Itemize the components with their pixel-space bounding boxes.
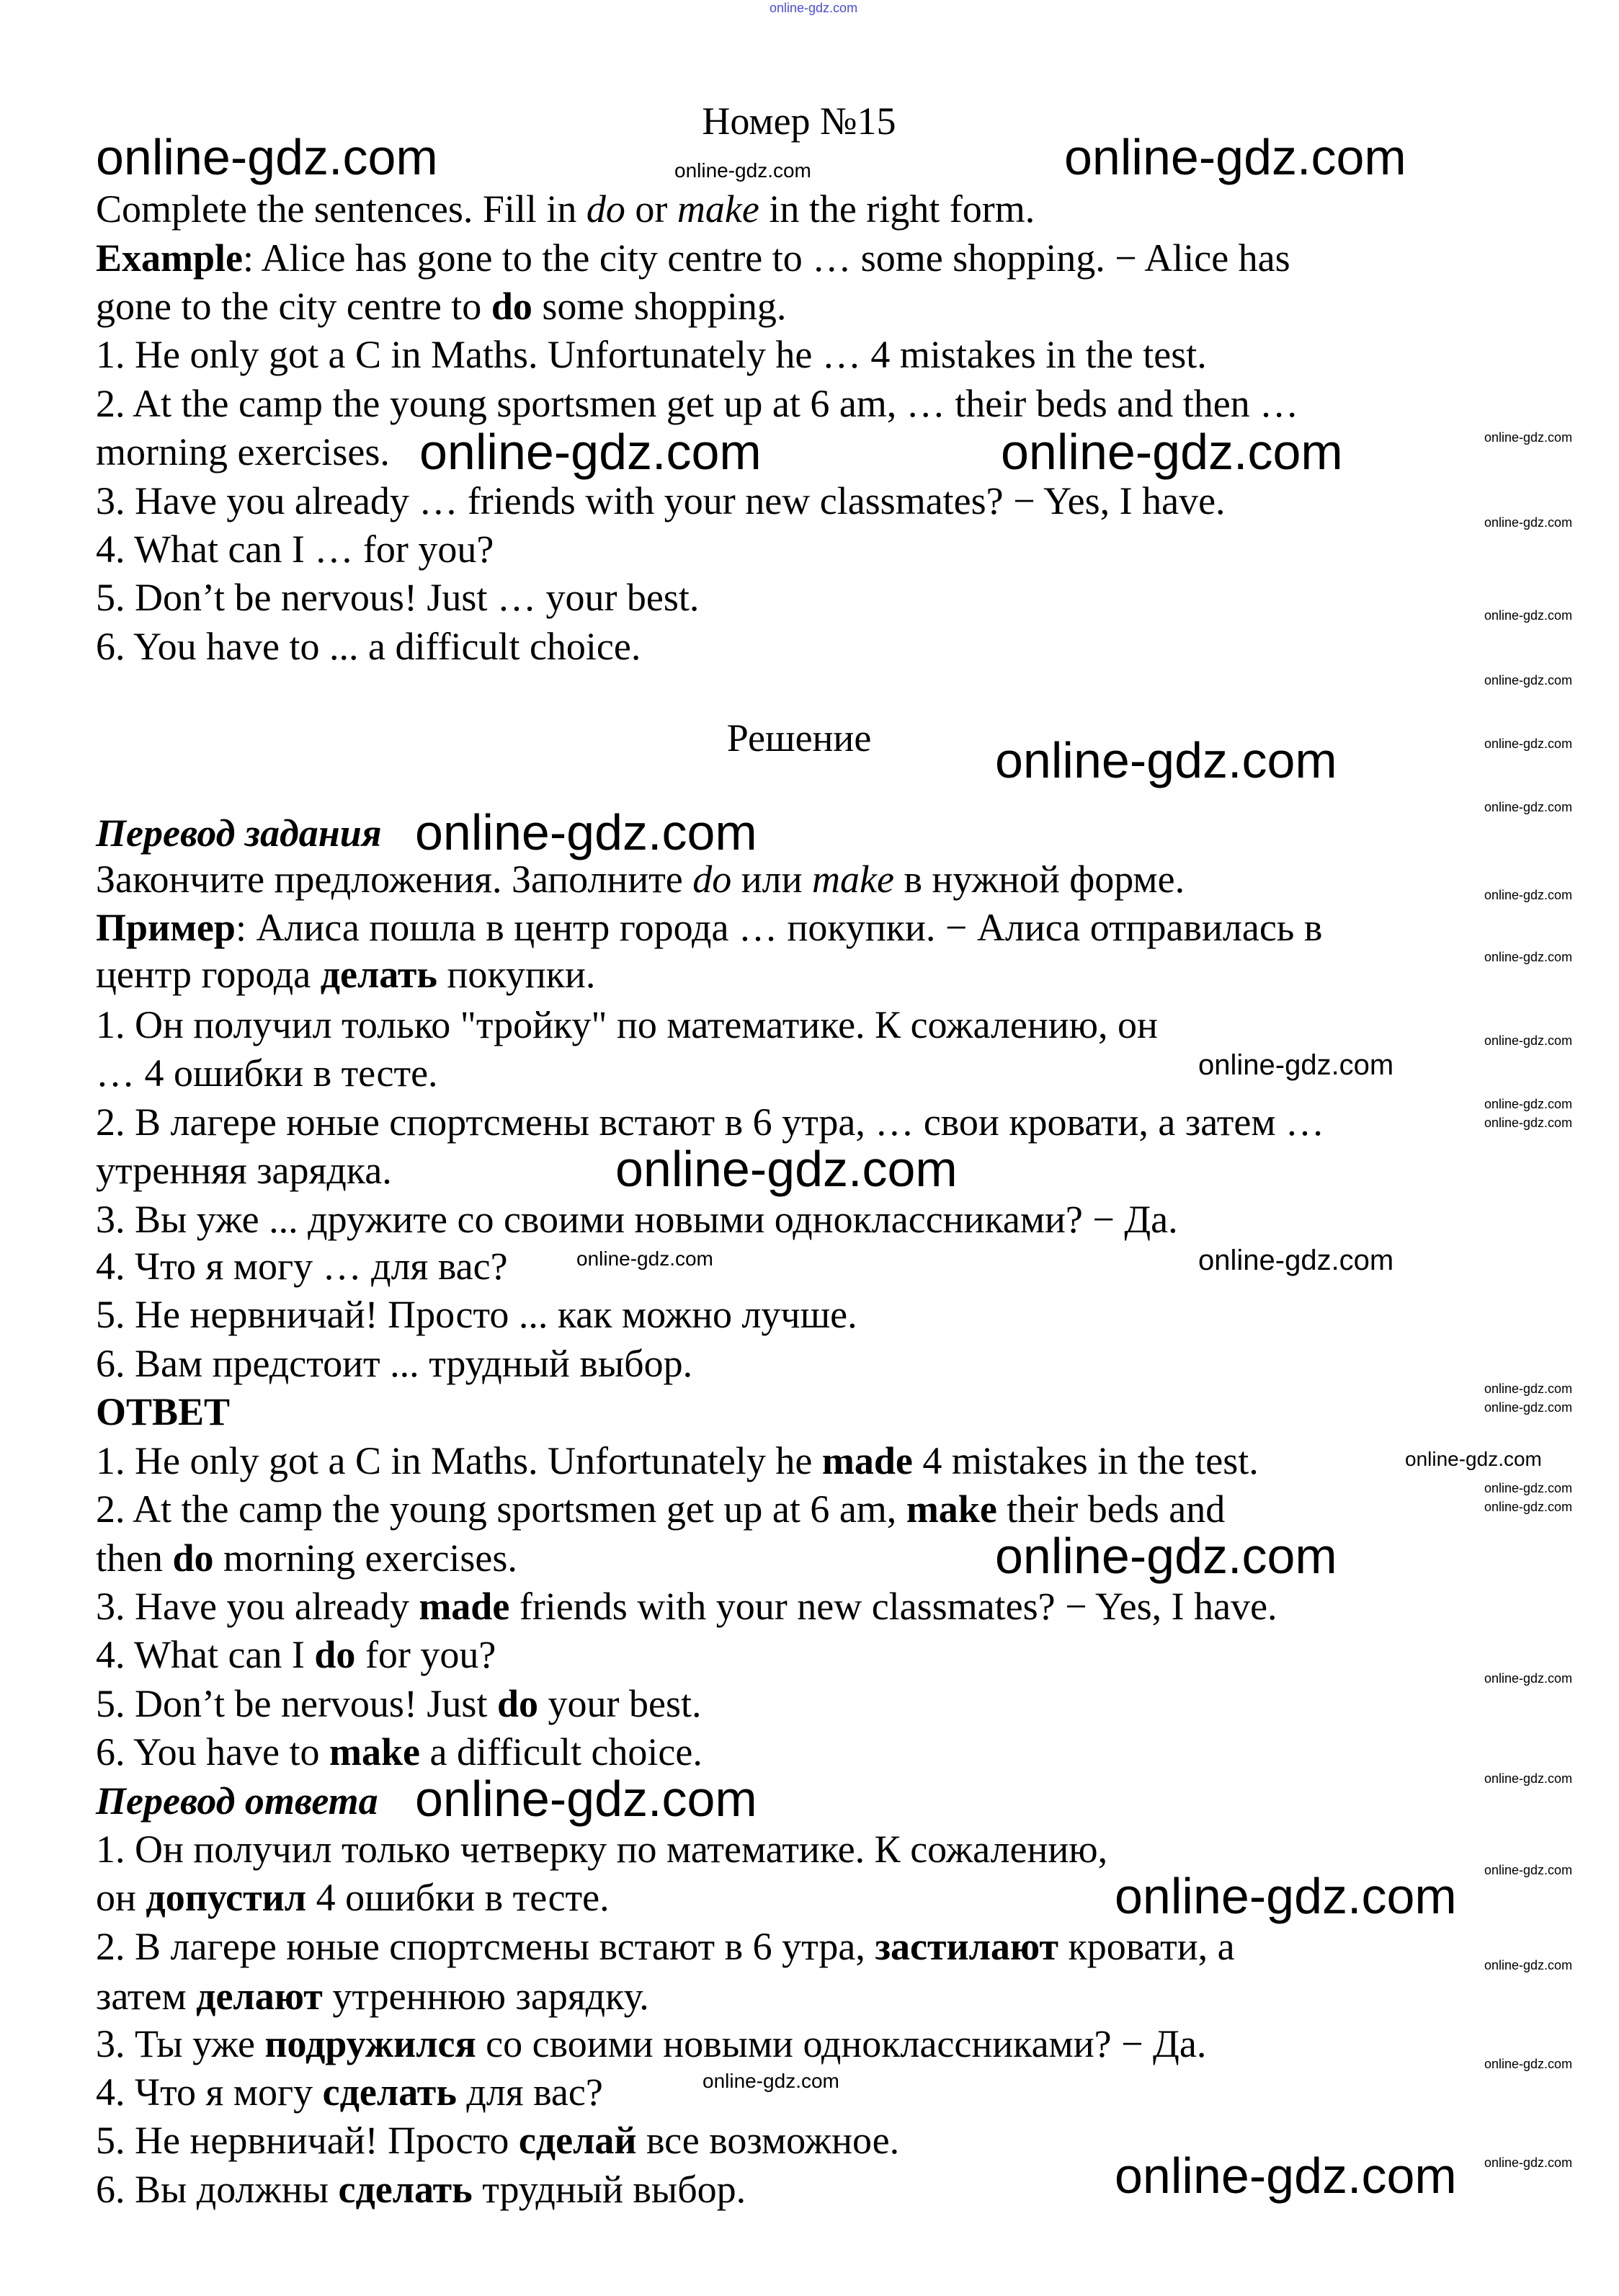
watermark: online-gdz.com (1484, 1771, 1573, 1786)
text-segment: со своими новыми одноклассниками? − Да. (476, 2022, 1207, 2065)
text-segment: then (96, 1536, 173, 1580)
text-segment: он (96, 1876, 146, 1919)
text-segment: все возможное. (636, 2119, 900, 2162)
answer-line (96, 1487, 1225, 1531)
text-segment: 2. At the camp the young sportsmen get up at 6 am, (96, 1487, 906, 1531)
text-segment: 6. You have to (96, 1730, 330, 1774)
bold-text: make (906, 1487, 997, 1531)
answer-translation-line (96, 1827, 1107, 1872)
text-segment: your best. (538, 1682, 702, 1725)
bold-text: do (496, 1682, 539, 1725)
text-segment: 1. He only got a C in Maths. Unfortunately he (96, 1439, 822, 1482)
bold-text: made (419, 1585, 510, 1628)
text-segment: 1. He only got a C in Maths. Unfortunately he … 4 mistakes in the test. (96, 333, 1207, 376)
bold-text: подружился (264, 2022, 476, 2065)
text-segment: 2. В лагере юные спортсмены встают в 6 утра, … свои кровати, а затем … (96, 1100, 1325, 1144)
text-segment: morning exercises. (96, 430, 390, 473)
bold-text: сделать (338, 2168, 473, 2211)
text-segment: для вас? (456, 2070, 603, 2114)
task-line (96, 479, 1226, 523)
text-segment: some shopping. (532, 285, 787, 328)
answer-translation-line (96, 2021, 1206, 2066)
bold-text: made (821, 1439, 913, 1482)
bold-text: Example (96, 236, 244, 280)
watermark: online-gdz.com (1115, 2148, 1457, 2204)
text-segment: 3. Вы уже ... дружите со своими новыми одноклассниками? − Да. (96, 1198, 1178, 1241)
text-segment: 5. Don’t be nervous! Just (96, 1682, 497, 1725)
text-segment: a difficult choice. (420, 1730, 703, 1774)
task-line (96, 236, 1290, 280)
watermark: online-gdz.com (1484, 1033, 1573, 1048)
watermark: online-gdz.com (995, 1528, 1337, 1584)
italic-text: make (812, 858, 894, 901)
task-line (96, 332, 1207, 377)
task-line (96, 624, 641, 669)
italic-text: do (692, 858, 732, 901)
watermark: online-gdz.com (419, 424, 762, 480)
answer-translation-line (96, 2070, 603, 2114)
watermark: online-gdz.com (1484, 800, 1573, 814)
translation-line (96, 857, 1185, 902)
answer-line (96, 1536, 517, 1580)
watermark: online-gdz.com (1484, 1958, 1573, 1972)
watermark: online-gdz.com (1484, 1116, 1573, 1130)
text-segment: 4. What can I (96, 1633, 315, 1676)
bold-text: делать (320, 953, 437, 996)
translation-line (96, 1197, 1178, 1242)
watermark: online-gdz.com (674, 159, 811, 182)
watermark: online-gdz.com (415, 1771, 757, 1827)
watermark: online-gdz.com (1001, 424, 1343, 480)
text-segment: в нужной форме. (893, 858, 1185, 901)
text-segment: затем (96, 1975, 197, 2018)
watermark: online-gdz.com (1198, 1245, 1394, 1276)
text-segment: 4. Что я могу (96, 2070, 323, 2114)
translation-line (96, 1244, 508, 1289)
watermark: online-gdz.com (1484, 1481, 1573, 1495)
watermark: online-gdz.com (1484, 515, 1573, 530)
answer-translation-line (96, 2118, 899, 2163)
text-segment: morning exercises. (213, 1536, 517, 1580)
answer-line (96, 1584, 1277, 1629)
text-segment: 4. What can I … for you? (96, 528, 494, 571)
watermark: online-gdz.com (770, 1, 858, 15)
watermark: online-gdz.com (1484, 1671, 1573, 1686)
text-segment: 6. You have to ... a difficult choice. (96, 625, 641, 668)
translation-line (96, 1002, 1158, 1047)
text-segment: 1. Он получил только "тройку" по математике. К сожалению, он (96, 1003, 1158, 1046)
watermark: online-gdz.com (415, 804, 757, 860)
text-segment: 5. Не нервничай! Просто (96, 2119, 519, 2162)
answer-line (96, 1438, 1259, 1483)
task-line (96, 575, 699, 620)
text-segment: трудный выбор. (472, 2168, 746, 2211)
text-segment: 3. Have you already (96, 1585, 419, 1628)
translation-line (96, 1051, 438, 1095)
task-line (96, 381, 1298, 426)
watermark: online-gdz.com (96, 129, 438, 185)
watermark: online-gdz.com (1484, 1500, 1573, 1514)
watermark: online-gdz.com (1484, 2155, 1573, 2170)
answer-translation-line (96, 1875, 610, 1920)
watermark: online-gdz.com (995, 732, 1337, 788)
text-segment: 5. Don’t be nervous! Just … your best. (96, 576, 700, 619)
watermark: online-gdz.com (1484, 1863, 1573, 1877)
bold-text: do (314, 1633, 356, 1676)
watermark: online-gdz.com (1484, 1400, 1573, 1415)
answer-line (96, 1632, 496, 1677)
translation-line (96, 1292, 857, 1337)
text-segment: 4 mistakes in the test. (912, 1439, 1259, 1482)
text-segment: : Алиса пошла в центр города … покупки. − Алиса отправилась в (235, 906, 1323, 949)
italic-text: make (677, 187, 759, 231)
task-line (96, 284, 786, 329)
text-segment: 6. Вам предстоит ... трудный выбор. (96, 1342, 693, 1385)
text-segment: утреннюю зарядку. (322, 1975, 649, 2018)
bold-text: допустил (146, 1876, 307, 1919)
text-segment: 3. Have you already … friends with your new classmates? − Yes, I have. (96, 479, 1226, 522)
text-segment: or (625, 187, 677, 231)
text-segment: in the right form. (759, 187, 1035, 231)
text-segment: 3. Ты уже (96, 2022, 265, 2065)
watermark: online-gdz.com (1115, 1868, 1457, 1924)
translation-line (96, 1148, 392, 1193)
text-segment: 4 ошибки в тесте. (306, 1876, 610, 1919)
task-line (96, 527, 494, 571)
watermark: online-gdz.com (615, 1141, 958, 1197)
watermark: online-gdz.com (703, 2070, 839, 2092)
translation-line (96, 1341, 692, 1386)
text-segment: 6. Вы должны (96, 2168, 339, 2211)
text-segment: … 4 ошибки в тесте. (96, 1051, 438, 1095)
text-segment: : Alice has gone to the city centre to … some shopping. − Alice has (243, 236, 1290, 280)
text-segment: кровати, а (1058, 1925, 1235, 1968)
answer-heading: ОТВЕТ (96, 1390, 231, 1433)
bold-text: сделать (322, 2070, 457, 2114)
watermark: online-gdz.com (1484, 1381, 1573, 1396)
watermark: online-gdz.com (1484, 430, 1573, 445)
text-segment: friends with your new classmates? − Yes, I have. (509, 1585, 1277, 1628)
text-segment: центр города (96, 953, 321, 996)
translation-line (96, 1100, 1324, 1144)
text-segment: 1. Он получил только четверку по математике. К сожалению, (96, 1828, 1108, 1871)
answer-translation-heading: Перевод ответа (96, 1779, 378, 1823)
bold-text: make (329, 1730, 421, 1774)
watermark: online-gdz.com (1484, 673, 1573, 688)
text-segment: 2. At the camp the young sportsmen get up at 6 am, … their beds and then … (96, 382, 1299, 425)
translation-line (96, 952, 595, 997)
watermark: online-gdz.com (576, 1247, 713, 1270)
answer-line (96, 1730, 703, 1774)
text-segment: или (731, 858, 813, 901)
text-segment: their beds and (996, 1487, 1226, 1531)
bold-text: застилают (875, 1925, 1059, 1968)
text-segment: покупки. (437, 953, 596, 996)
watermark: online-gdz.com (1064, 129, 1406, 185)
text-segment: Complete the sentences. Fill in (96, 187, 587, 231)
text-segment: 5. Не нервничай! Просто ... как можно лучше. (96, 1293, 857, 1336)
watermark: online-gdz.com (1484, 608, 1573, 623)
bold-text: сделай (518, 2119, 637, 2162)
text-segment: gone to the city centre to (96, 285, 491, 328)
watermark: online-gdz.com (1484, 737, 1573, 751)
watermark: online-gdz.com (1484, 1097, 1573, 1111)
watermark: online-gdz.com (1484, 888, 1573, 902)
italic-text: do (586, 187, 625, 231)
solution-heading: Решение (726, 716, 872, 760)
translation-line (96, 905, 1322, 950)
text-segment: Закончите предложения. Заполните (96, 858, 693, 901)
watermark: online-gdz.com (1198, 1049, 1394, 1081)
watermark: online-gdz.com (1405, 1448, 1542, 1470)
bold-text: do (491, 285, 532, 328)
answer-line (96, 1681, 701, 1726)
text-segment: утренняя зарядка. (96, 1149, 392, 1192)
answer-translation-line (96, 1924, 1235, 1969)
page-title: Номер №15 (702, 99, 896, 143)
text-segment: 2. В лагере юные спортсмены встают в 6 утра, (96, 1925, 875, 1968)
watermark: online-gdz.com (1484, 2057, 1573, 2071)
answer-translation-line (96, 1974, 649, 2019)
bold-text: делают (196, 1975, 323, 2018)
text-segment: for you? (355, 1633, 496, 1676)
bold-text: do (172, 1536, 214, 1580)
bold-text: Пример (96, 906, 236, 949)
task-line (96, 187, 1035, 231)
answer-translation-line (96, 2167, 746, 2212)
task-line (96, 430, 390, 474)
watermark: online-gdz.com (1484, 950, 1573, 964)
text-segment: 4. Что я могу … для вас? (96, 1245, 508, 1288)
task-translation-heading: Перевод задания (96, 811, 382, 855)
